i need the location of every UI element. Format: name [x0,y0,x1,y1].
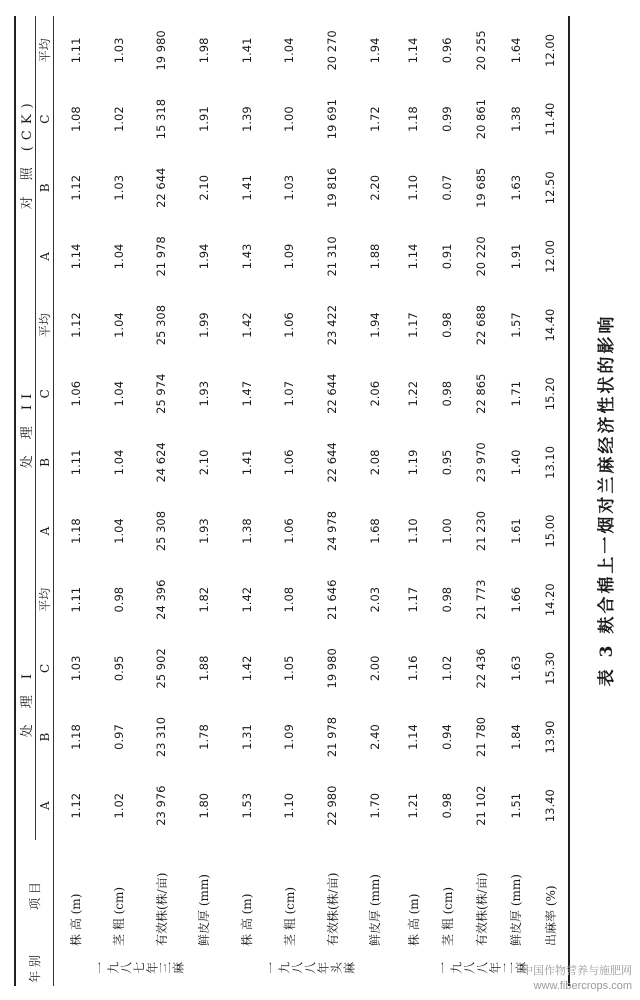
value-cell: 15 318 [154,98,169,140]
watermark-url: www.fibercrops.com [533,980,632,993]
table-row [140,16,183,986]
value-cell: 1.94 [196,243,211,270]
value-cell: 0.98 [440,380,455,407]
value-cell: 1.04 [111,380,126,407]
value-cell: 1.41 [239,174,254,201]
value-cell: 2.08 [367,449,382,476]
value-cell: 1.04 [111,449,126,476]
value-cell: 1.02 [440,655,455,682]
value-cell: 1.18 [68,518,83,544]
value-cell: 21 978 [154,236,169,277]
value-cell: 1.99 [196,312,211,338]
value-cell: 25 308 [154,304,169,346]
value-cell: 1.07 [282,380,297,407]
table-row [225,16,268,986]
sub-header-cell: 平均 [38,587,52,612]
item-label: 有效株(株/亩) [474,872,489,946]
value-cell: 1.64 [508,37,523,64]
value-cell: 1.42 [239,586,254,613]
table-body [54,16,570,986]
value-cell: 1.63 [508,655,523,682]
value-cell: 15.00 [543,514,558,548]
value-cell: 1.03 [68,655,83,682]
value-cell: 1.40 [508,449,523,476]
value-cell: 24 624 [154,442,169,483]
value-cell: 2.20 [367,174,382,201]
value-cell: 22 980 [325,785,340,826]
value-cell: 1.80 [196,792,211,819]
sub-header-cell: B [37,457,52,467]
value-cell: 0.07 [440,174,455,201]
value-cell: 12.00 [543,33,558,67]
value-cell: 1.88 [196,655,211,682]
value-cell: 1.31 [239,724,254,750]
value-cell: 1.18 [406,106,421,132]
value-cell: 1.10 [406,174,421,201]
year-label: 一九八八年二麻 [436,961,528,976]
watermark [522,964,632,994]
value-cell: 1.10 [406,518,421,544]
year-label: 一九八八年头麻 [265,961,357,976]
item-label: 鲜皮厚 (mm) [509,874,524,946]
value-cell: 1.14 [406,37,421,64]
table-row [183,16,226,986]
item-label: 出麻率 (%) [543,885,558,946]
value-cell: 13.10 [543,445,558,479]
value-cell: 1.94 [367,312,382,338]
table-row [268,16,311,986]
value-cell: 11.40 [543,102,558,136]
group-header-control: 对 照 (CK) [15,16,36,291]
item-label: 鲜皮厚 (mm) [197,874,212,946]
value-cell: 1.00 [440,518,455,544]
group-header-treatment-2: 处 理 II [15,291,36,566]
value-cell: 1.14 [406,243,421,270]
value-cell: 1.06 [282,449,297,476]
value-cell: 1.70 [367,792,382,819]
group-header-treatment-1: 处 理 I [15,565,36,840]
sub-header-cell: B [37,732,52,742]
table-row [499,16,533,986]
sub-header-cell: B [37,183,52,193]
value-cell: 0.94 [440,724,455,750]
value-cell: 1.11 [68,449,83,476]
value-cell: 13.90 [543,720,558,754]
value-cell: 1.12 [68,312,83,338]
item-label: 茎 粗 (cm) [440,886,455,946]
value-cell: 1.84 [508,724,523,750]
sub-header-cell: C [37,114,52,124]
value-cell: 1.66 [508,586,523,613]
value-cell: 1.47 [239,380,254,407]
value-cell: 1.41 [239,37,254,64]
value-cell: 0.96 [440,37,455,64]
value-cell: 1.42 [239,312,254,338]
value-cell: 1.04 [111,518,126,544]
value-cell: 1.04 [282,37,297,64]
value-cell: 25 902 [154,648,169,689]
item-label: 有效株(株/亩) [325,872,340,946]
table-row [54,16,98,986]
value-cell: 21 230 [474,510,489,552]
value-cell: 1.12 [68,792,83,819]
year-column-header: 年 别 [15,952,54,986]
table-header [15,16,54,986]
value-cell: 1.88 [367,243,382,270]
value-cell: 1.04 [111,312,126,338]
sub-header-cell: A [37,801,52,811]
value-cell: 1.12 [68,174,83,201]
value-cell: 22 436 [474,648,489,689]
item-label: 鲜皮厚 (mm) [368,874,383,946]
data-table [14,16,570,986]
value-cell: 0.98 [440,792,455,819]
value-cell: 1.02 [111,106,126,132]
table-title: 表 3 麸合棉上一烟对兰麻经济性状的影响 [597,313,617,687]
value-cell: 1.82 [196,586,211,613]
value-cell: 23 970 [474,442,489,483]
value-cell: 19 685 [474,167,489,208]
value-cell: 15.30 [543,651,558,685]
value-cell: 1.22 [406,380,421,407]
value-cell: 1.06 [68,380,83,407]
item-label: 有效株(株/亩) [154,872,169,946]
value-cell: 1.18 [68,724,83,750]
value-cell: 25 974 [154,373,169,414]
value-cell: 2.03 [367,586,382,613]
table-row [396,16,430,986]
value-cell: 1.72 [367,106,382,132]
value-cell: 1.17 [406,586,421,613]
value-cell: 0.95 [440,449,455,476]
value-cell: 1.68 [367,518,382,544]
value-cell: 1.02 [111,792,126,819]
table-row [97,16,140,986]
value-cell: 22 644 [325,442,340,483]
watermark-site-name: 中国作物营养与施肥网 [522,965,632,978]
table-row [464,16,498,986]
value-cell: 19 980 [154,30,169,71]
value-cell: 21 310 [325,236,340,277]
item-label: 茎 粗 (cm) [112,886,127,946]
value-cell: 1.98 [196,37,211,64]
value-cell: 20 220 [474,236,489,277]
item-label: 株 高 (m) [240,893,255,946]
sub-header-cell: C [37,389,52,399]
value-cell: 20 270 [325,30,340,71]
value-cell: 21 978 [325,716,340,758]
value-cell: 1.06 [282,518,297,544]
value-cell: 23 310 [154,716,169,758]
value-cell: 1.10 [282,792,297,819]
value-cell: 22 688 [474,304,489,346]
value-cell: 0.97 [111,724,126,750]
value-cell: 22 644 [325,373,340,414]
value-cell: 2.06 [367,380,382,407]
value-cell: 0.98 [111,586,126,613]
value-cell: 1.91 [508,243,523,270]
item-label: 茎 粗 (cm) [282,886,297,946]
value-cell: 24 978 [325,510,340,552]
value-cell: 1.03 [111,37,126,64]
value-cell: 0.99 [440,106,455,132]
value-cell: 0.91 [440,243,455,270]
value-cell: 1.00 [282,106,297,132]
value-cell: 1.39 [239,106,254,132]
item-label: 株 高 (m) [406,893,421,946]
value-cell: 15.20 [543,377,558,411]
value-cell: 1.57 [508,312,523,338]
value-cell: 1.71 [508,380,523,407]
value-cell: 13.40 [543,789,558,823]
table-row [430,16,464,986]
value-cell: 2.40 [367,724,382,750]
value-cell: 19 691 [325,98,340,140]
value-cell: 12.50 [543,171,558,205]
value-cell: 1.93 [196,518,211,544]
value-cell: 1.04 [111,243,126,270]
value-cell: 14.40 [543,308,558,342]
value-cell: 1.78 [196,724,211,750]
value-cell: 1.08 [68,106,83,132]
sub-header-cell: A [37,526,52,536]
value-cell: 1.38 [239,518,254,544]
value-cell: 1.41 [239,449,254,476]
value-cell: 1.08 [282,586,297,613]
value-cell: 1.06 [282,312,297,338]
value-cell: 2.10 [196,449,211,476]
value-cell: 19 816 [325,167,340,208]
value-cell: 1.09 [282,724,297,750]
value-cell: 1.93 [196,380,211,407]
sub-header-cell: C [37,663,52,673]
sub-header-cell: A [37,252,52,261]
value-cell: 1.94 [367,37,382,64]
value-cell: 1.51 [508,792,523,819]
value-cell: 14.20 [543,583,558,617]
value-cell: 19 980 [325,648,340,689]
value-cell: 1.17 [406,312,421,338]
value-cell: 1.91 [196,106,211,132]
value-cell: 1.16 [406,655,421,682]
value-cell: 1.19 [406,449,421,476]
value-cell: 22 865 [474,373,489,414]
value-cell: 20 255 [474,30,489,71]
value-cell: 1.21 [406,792,421,819]
value-cell: 22 644 [154,167,169,208]
year-label: 一九八七年三麻 [94,961,186,976]
value-cell: 12.00 [543,239,558,273]
value-cell: 1.38 [508,106,523,132]
value-cell: 24 396 [154,579,169,620]
value-cell: 1.03 [282,174,297,201]
value-cell: 1.03 [111,174,126,201]
value-cell: 0.98 [440,586,455,613]
value-cell: 1.14 [68,243,83,270]
value-cell: 1.09 [282,243,297,270]
table-row [533,16,569,986]
value-cell: 21 773 [474,579,489,620]
value-cell: 25 308 [154,510,169,552]
value-cell: 1.53 [239,792,254,819]
value-cell: 21 780 [474,716,489,758]
table-row [311,16,354,986]
item-label: 株 高 (m) [69,893,84,946]
sub-header-cell: 平均 [38,313,52,338]
value-cell: 0.95 [111,655,126,682]
value-cell: 1.43 [239,243,254,270]
value-cell: 1.11 [68,586,83,613]
item-column-header: 项 目 [15,840,54,952]
value-cell: 2.10 [196,174,211,201]
value-cell: 1.05 [282,655,297,682]
value-cell: 20 861 [474,98,489,140]
value-cell: 1.14 [406,724,421,750]
value-cell: 2.00 [367,655,382,682]
value-cell: 1.42 [239,655,254,682]
value-cell: 1.61 [508,518,523,544]
value-cell: 1.11 [68,37,83,64]
value-cell: 21 102 [474,785,489,826]
value-cell: 23 976 [154,785,169,826]
value-cell: 21 646 [325,579,340,620]
value-cell: 23 422 [325,304,340,346]
table-row [353,16,396,986]
value-cell: 0.98 [440,312,455,338]
sub-header-cell: 平均 [38,38,52,63]
value-cell: 1.63 [508,174,523,201]
